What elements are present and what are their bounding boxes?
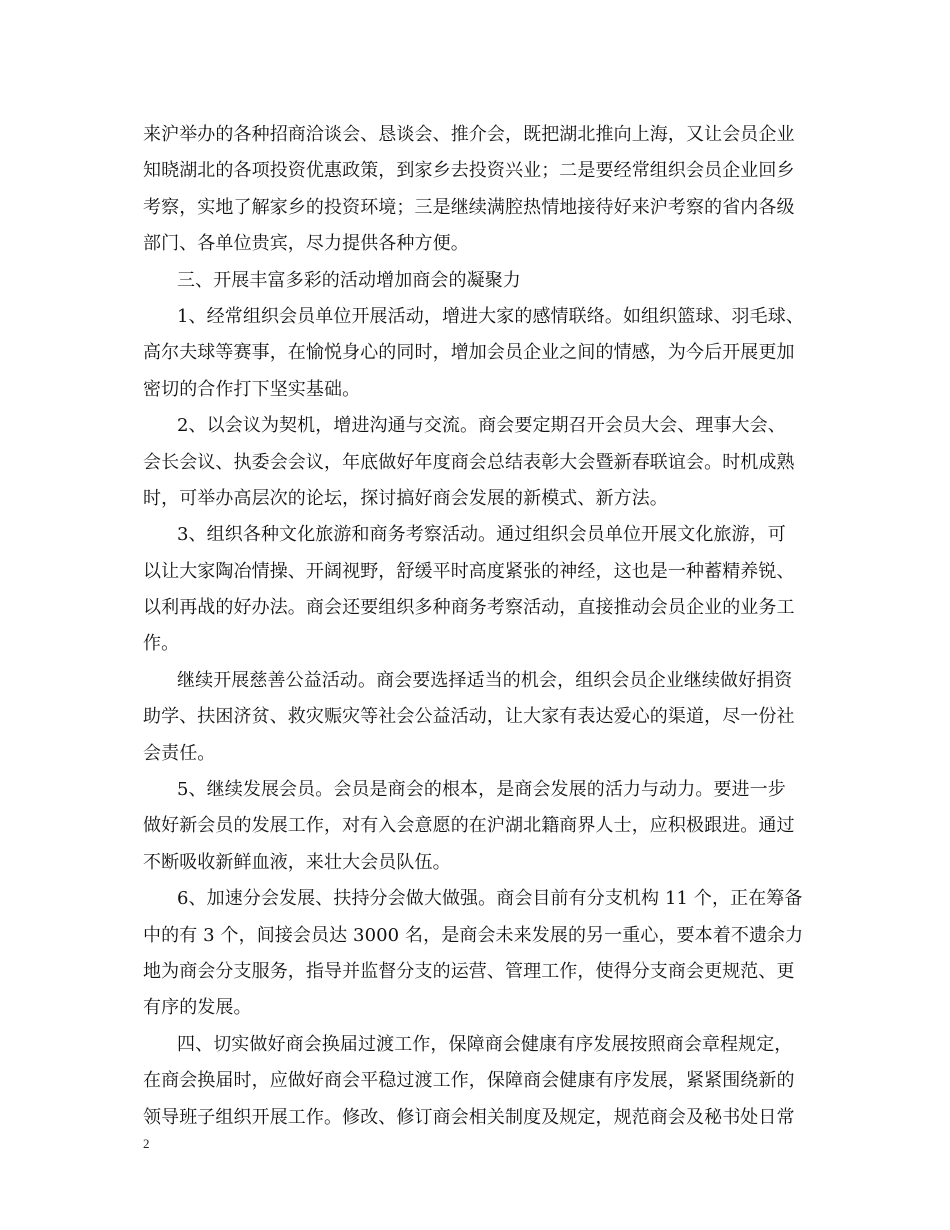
text-line: 1、经常组织会员单位开展活动，增进大家的感情联络。如组织篮球、羽毛球、 xyxy=(177,305,804,327)
text-line: 2、以会议为契机，增进沟通与交流。商会要定期召开会员大会、理事大会、 xyxy=(177,415,786,437)
text-line: 作。 xyxy=(143,633,180,655)
text-line: 有序的发展。 xyxy=(143,997,252,1019)
text-line: 部门、各单位贵宾，尽力提供各种方便。 xyxy=(143,233,469,255)
text-line: 来沪举办的各种招商洽谈会、恳谈会、推介会，既把湖北推向上海，又让会员企业 xyxy=(143,124,795,145)
text-line: 考察，实地了解家乡的投资环境；三是继续满腔热情地接待好来沪考察的省内各级 xyxy=(143,196,795,218)
text-line: 以利再战的好办法。商会还要组织多种商务考察活动，直接推动会员企业的业务工 xyxy=(143,597,795,619)
page-number: 2 xyxy=(143,1136,150,1151)
text-line: 领导班子组织开展工作。修改、修订商会相关制度及规定，规范商会及秘书处日常 xyxy=(143,1106,795,1128)
text-line: 6、加速分会发展、扶持分会做大做强。商会目前有分支机构 11 个，正在筹备 xyxy=(177,888,803,910)
section-heading: 三、开展丰富多彩的活动增加商会的凝聚力 xyxy=(177,269,521,291)
text-line: 3、组织各种文化旅游和商务考察活动。通过组织会员单位开展文化旅游，可 xyxy=(177,524,786,546)
text-line: 会责任。 xyxy=(143,742,216,764)
text-line: 会长会议、执委会会议，年底做好年度商会总结表彰大会暨新春联谊会。时机成熟 xyxy=(143,451,795,473)
text-line: 不断吸收新鲜血液，来壮大会员队伍。 xyxy=(143,851,451,873)
text-line: 时，可举办高层次的论坛，探讨搞好商会发展的新模式、新方法。 xyxy=(143,487,668,509)
body-text xyxy=(143,117,813,1136)
text-line: 地为商会分支服务，指导并监督分支的运营、管理工作，使得分支商会更规范、更 xyxy=(143,960,795,982)
text-line: 中的有 3 个，间接会员达 3000 名，是商会未来发展的另一重心，要本着不遗余力 xyxy=(143,924,804,946)
text-line: 继续开展慈善公益活动。商会要选择适当的机会，组织会员企业继续做好捐资 xyxy=(177,669,793,691)
text-line: 高尔夫球等赛事，在愉悦身心的同时，增加会员企业之间的情感，为今后开展更加 xyxy=(143,342,795,364)
text-line: 以让大家陶冶情操、开阔视野，舒缓平时高度紧张的神经，这也是一种蓄精养锐、 xyxy=(143,560,795,582)
text-line: 密切的合作打下坚实基础。 xyxy=(143,378,361,400)
text-line: 助学、扶困济贫、救灾赈灾等社会公益活动，让大家有表达爱心的渠道，尽一份社 xyxy=(143,706,795,728)
section-heading: 四、切实做好商会换届过渡工作，保障商会健康有序发展按照商会章程规定， xyxy=(177,1033,793,1055)
text-line: 在商会换届时，应做好商会平稳过渡工作，保障商会健康有序发展，紧紧围绕新的 xyxy=(143,1070,795,1092)
text-line: 做好新会员的发展工作，对有入会意愿的在沪湖北籍商界人士，应积极跟进。通过 xyxy=(143,815,795,837)
text-line: 知晓湖北的各项投资优惠政策，到家乡去投资兴业；二是要经常组织会员企业回乡 xyxy=(143,160,795,182)
text-line: 5、继续发展会员。会员是商会的根本，是商会发展的活力与动力。要进一步 xyxy=(177,779,786,801)
